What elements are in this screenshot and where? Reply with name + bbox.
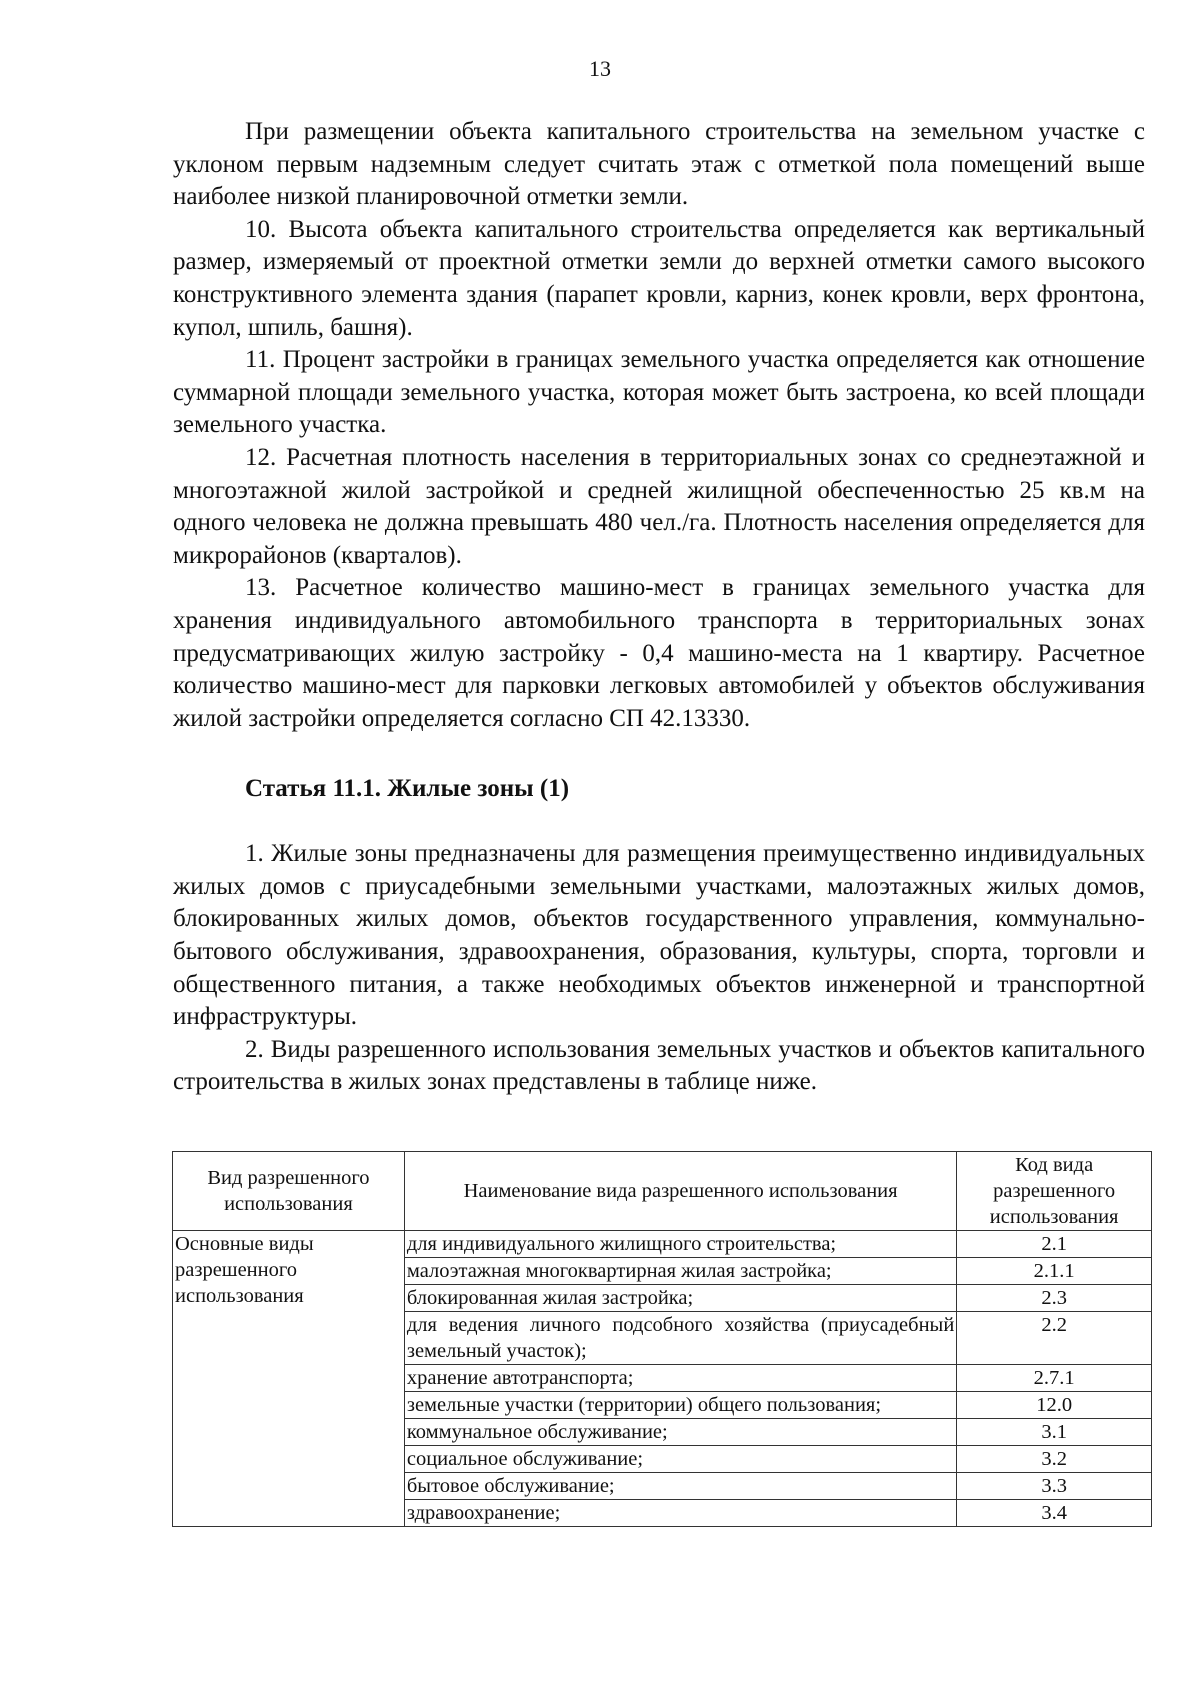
table-header-row [173, 1152, 1152, 1231]
row-name: хранение автотранспорта; [404, 1365, 956, 1392]
row-code: 2.7.1 [957, 1365, 1152, 1392]
row-code: 2.1.1 [957, 1258, 1152, 1285]
row-name: социальное обслуживание; [404, 1446, 956, 1473]
paragraph-floor-definition: При размещении объекта капитального строительства на земельном участке с уклоном первым надземным следует считать этаж с отметкой пола помещений выше наиболее низкой планировочной отметки земли. [173, 118, 1145, 211]
row-code: 2.3 [957, 1285, 1152, 1312]
header-kind: Вид разрешенного использования [173, 1152, 405, 1231]
paragraph-12-density: 12. Расчетная плотность населения в территориальных зонах со среднеэтажной и многоэтажной жилой застройкой и средней жилищной обеспеченностью 25 кв.м на одного человека не должна превышать 480 чел./га. Плотность населения определяется для микрорайонов (кварталов). [173, 443, 1145, 569]
row-code: 3.3 [957, 1473, 1152, 1500]
row-code: 3.2 [957, 1446, 1152, 1473]
header-name: Наименование вида разрешенного использования [404, 1152, 956, 1231]
row-code: 3.1 [957, 1419, 1152, 1446]
row-name: бытовое обслуживание; [404, 1473, 956, 1500]
paragraph-10-height: 10. Высота объекта капитального строительства определяется как вертикальный размер, измеряемый от проектной отметки земли до верхней отметки самого высокого конструктивного элемента здания (парапет кровли, карниз, конек кровли, верх фронтона, купол, шпиль, башня). [173, 215, 1145, 341]
group-label: Основные виды разрешенного использования [173, 1231, 405, 1527]
row-name: коммунальное обслуживание; [404, 1419, 956, 1446]
row-code: 3.4 [957, 1500, 1152, 1527]
row-name: для индивидуального жилищного строительства; [404, 1231, 956, 1258]
table-row [173, 1231, 1152, 1258]
row-name: здравоохранение; [404, 1500, 956, 1527]
paragraph-11-coverage: 11. Процент застройки в границах земельного участка определяется как отношение суммарной площади земельного участка, которая может быть застроена, ко всей площади земельного участка. [173, 346, 1145, 439]
row-code: 2.1 [957, 1231, 1152, 1258]
page-number: 13 [589, 56, 611, 81]
header-code: Код вида разрешенного использования [957, 1152, 1152, 1231]
row-name: блокированная жилая застройка; [404, 1285, 956, 1312]
row-name: земельные участки (территории) общего пользования; [404, 1392, 956, 1419]
paragraph-13-parking: 13. Расчетное количество машино-мест в границах земельного участка для хранения индивидуального автомобильного транспорта в территориальных зонах предусматривающих жилую застройку - 0,4 машино-места на 1 квартиру. Расчетное количество машино-мест для парковки легковых автомобилей у объектов обслуживания жилой застройки определяется согласно СП 42.13330. [173, 574, 1145, 732]
paragraph-zones-purpose: 1. Жилые зоны предназначены для размещения преимущественно индивидуальных жилых домов с приусадебными земельными участками, малоэтажных жилых домов, блокированных жилых домов, объектов государственного управления, коммунально-бытового обслуживания, здравоохранения, образования, культуры, спорта, торговли и общественного питания, а также необходимых объектов инженерной и транспортной инфраструктуры. [173, 840, 1145, 1031]
row-name: малоэтажная многоквартирная жилая застройка; [404, 1258, 956, 1285]
row-name: для ведения личного подсобного хозяйства (приусадебный земельный участок); [404, 1312, 956, 1365]
permitted-use-table [172, 1151, 1152, 1527]
paragraph-zones-table-intro: 2. Виды разрешенного использования земельных участков и объектов капитального строительства в жилых зонах представлены в таблице ниже. [173, 1035, 1145, 1096]
article-heading: Статья 11.1. Жилые зоны (1) [245, 775, 570, 803]
body-text [173, 116, 1145, 1099]
row-code: 12.0 [957, 1392, 1152, 1419]
row-code: 2.2 [957, 1312, 1152, 1365]
